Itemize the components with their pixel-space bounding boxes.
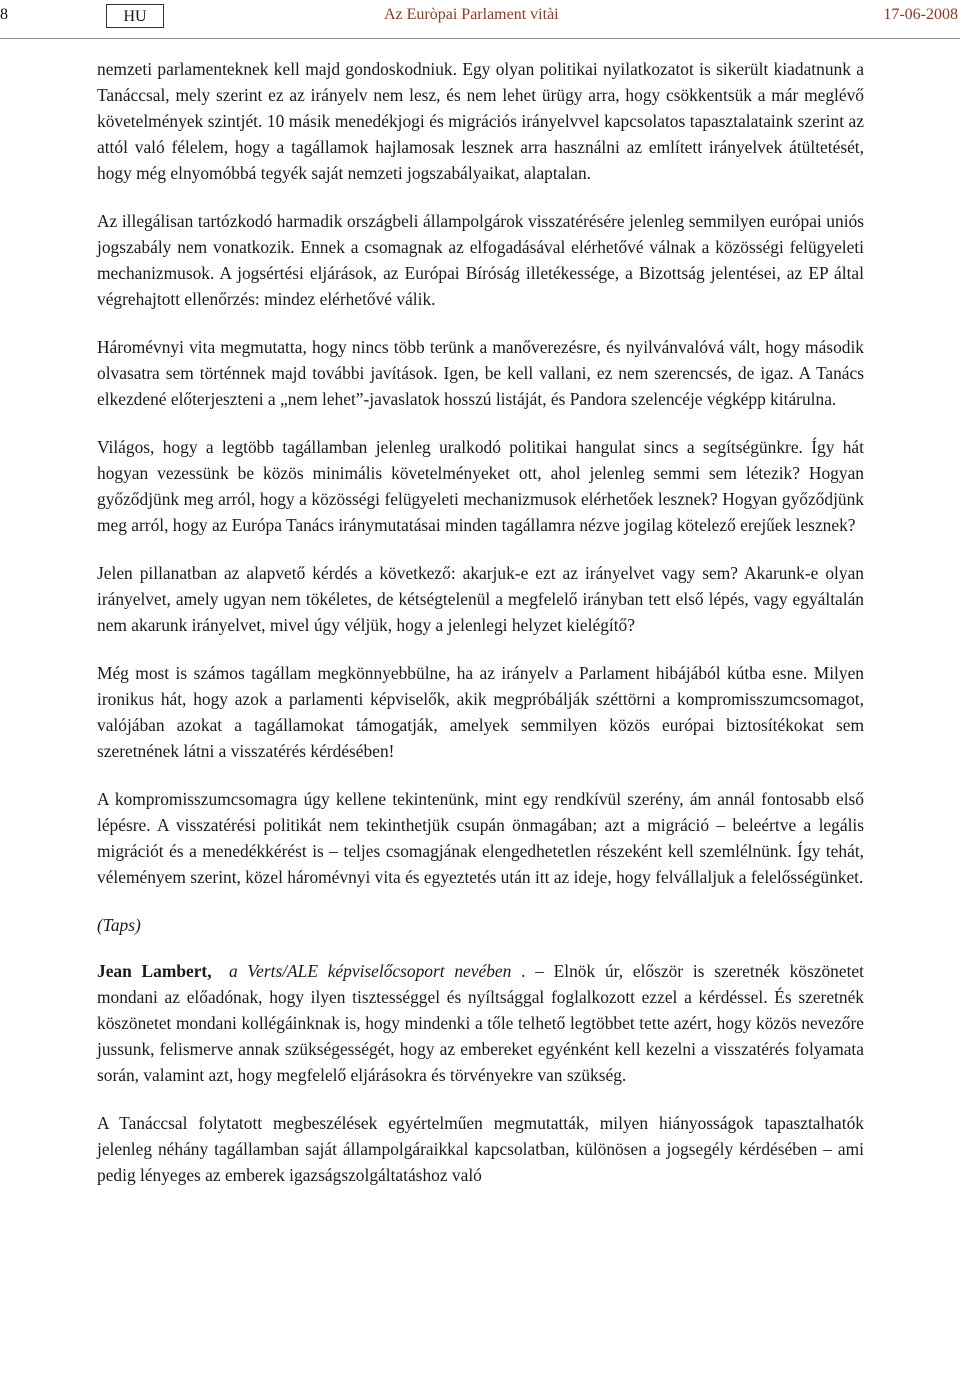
speaker-separator: . [511,961,536,981]
speaker-text: – Elnök úr, először is szeretnék köszönetet mondani az előadónak, hogy ilyen tisztességgel és nyíltsággal foglalkozott ezzel a kérdéssel. És szeretnék köszönetet mondani kollégáinknak is, hogy mindenki a tőle telhető legtöbbet tette azért, hogy közös nevezőre jussunk, felismerve annak szükségességét, hogy az embereket egyénként kell kezelni a visszatérés folyamata során, valamint azt, hogy megfelelő eljárásokra és törvényekre van szükség. [97,961,864,1085]
paragraph-last: A Tanáccsal folytatott megbeszélések egyértelműen megmutatták, milyen hiányosságok tapasztalhatók jelenleg néhány tagállamban saját állampolgáraikkal kapcsolatban, különösen a jogsegély kérdésében – ami pedig lényeges az emberek igazságszolgáltatáshoz való [97,1113,864,1185]
paragraph-6: Még most is számos tagállam megkönnyebbülne, ha az irányelv a Parlament hibájából kútba esne. Milyen ironikus hát, hogy azok a parlamenti képviselők, akik megpróbálják széttörni a kompromisszumcsomagot, valójában azokat a tagállamokat támogatják, amelyek semmilyen közös európai biztosítékokat sem szeretnének látni a visszatérés kérdésében! [97,663,864,761]
paragraph-1: nemzeti parlamenteknek kell majd gondoskodniuk. Egy olyan politikai nyilatkozatot is sikerült kiadatnunk a Tanáccsal, mely szerint ez az irányelv nem lesz, és nem lehet ürügy arra, hogy csökkentsük a már meglévő követelmények szintjét. 10 másik menedékjogi és migrációs irányelvvel kapcsolatos tapasztalataink szerint az attól való félelem, hogy a tagállamok hajlamosak lesznek arra használni az említett irányelvek átültetését, hogy még elnyomóbbá tegyék saját nemzeti jogszabályaikat, alaptalan. [97,59,864,183]
speaker-group: a Verts/ALE képviselőcsoport nevében [228,961,512,981]
page-header [0,0,960,39]
speaker-paragraph [97,958,864,1088]
document-body [97,56,864,1210]
applause-note: (Taps) [97,915,141,935]
page-number: 8 [0,6,8,23]
paragraph-3: Háromévnyi vita megmutatta, hogy nincs több terünk a manőverezésre, és nyilvánvalóvá vált, hogy második olvasatra sem történnek majd további javítások. Igen, be kell vallani, ez nem szerencsés, de igaz. A Tanács elkezdené előterjeszteni a „nem lehet”-javaslatok hosszú listáját, és Pandora szelencéje végképp kitárulna. [97,337,864,409]
paragraph-2: Az illegálisan tartózkodó harmadik országbeli állampolgárok visszatérésére jelenleg semmilyen európai uniós jogszabály nem vonatkozik. Ennek a csomagnak az elfogadásával elérhetővé válnak a közösségi felügyeleti mechanizmusok. A jogsértési eljárások, az Európai Bíróság illetékessége, a Bizottság jelentései, az EP által végrehajtott ellenőrzés: mindez elérhetővé válik. [97,211,864,309]
paragraph-7: A kompromisszumcsomagra úgy kellene tekintenünk, mint egy rendkívül szerény, ám annál fontosabb első lépésre. A visszatérési politikát nem tekinthetjük csupán önmagában; azt a migráció – beleértve a legális migrációt és a menedékkérést is – teljes csomagjának elengedhetetlen részeként kell szemlélnünk. Így tehát, véleményem szerint, közel háromévnyi vita és egyeztetés után itt az ideje, hogy felvállaljuk a felelősségünket. [97,789,864,887]
language-badge: HU [106,4,164,28]
header-date: 17-06-2008 [883,6,958,23]
paragraph-5: Jelen pillanatban az alapvető kérdés a következő: akarjuk-e ezt az irányelvet vagy sem? Akarunk-e olyan irányelvet, amely ugyan nem tökéletes, de kétségtelenül a megfelelő irányban tett első lépés, vagy egyáltalán nem akarunk irányelvet, mivel úgy véljük, hogy a jelenlegi helyzet kielégítő? [97,563,864,635]
speaker-name: Jean Lambert, [97,961,212,981]
journal-title: Az Euròpai Parlament vitài [384,6,559,23]
paragraph-4: Világos, hogy a legtöbb tagállamban jelenleg uralkodó politikai hangulat sincs a segítségünkre. Így hát hogyan vezessünk be közös minimális követelményeket ott, ahol jelenleg semmi sem létezik? Hogyan győződjünk meg arról, hogy a közösségi felügyeleti mechanizmusok elérhetőek lesznek? Hogyan győződjünk meg arról, hogy az Európa Tanács iránymutatásai minden tagállamra nézve jogilag kötelező erejűek lesznek? [97,437,864,535]
